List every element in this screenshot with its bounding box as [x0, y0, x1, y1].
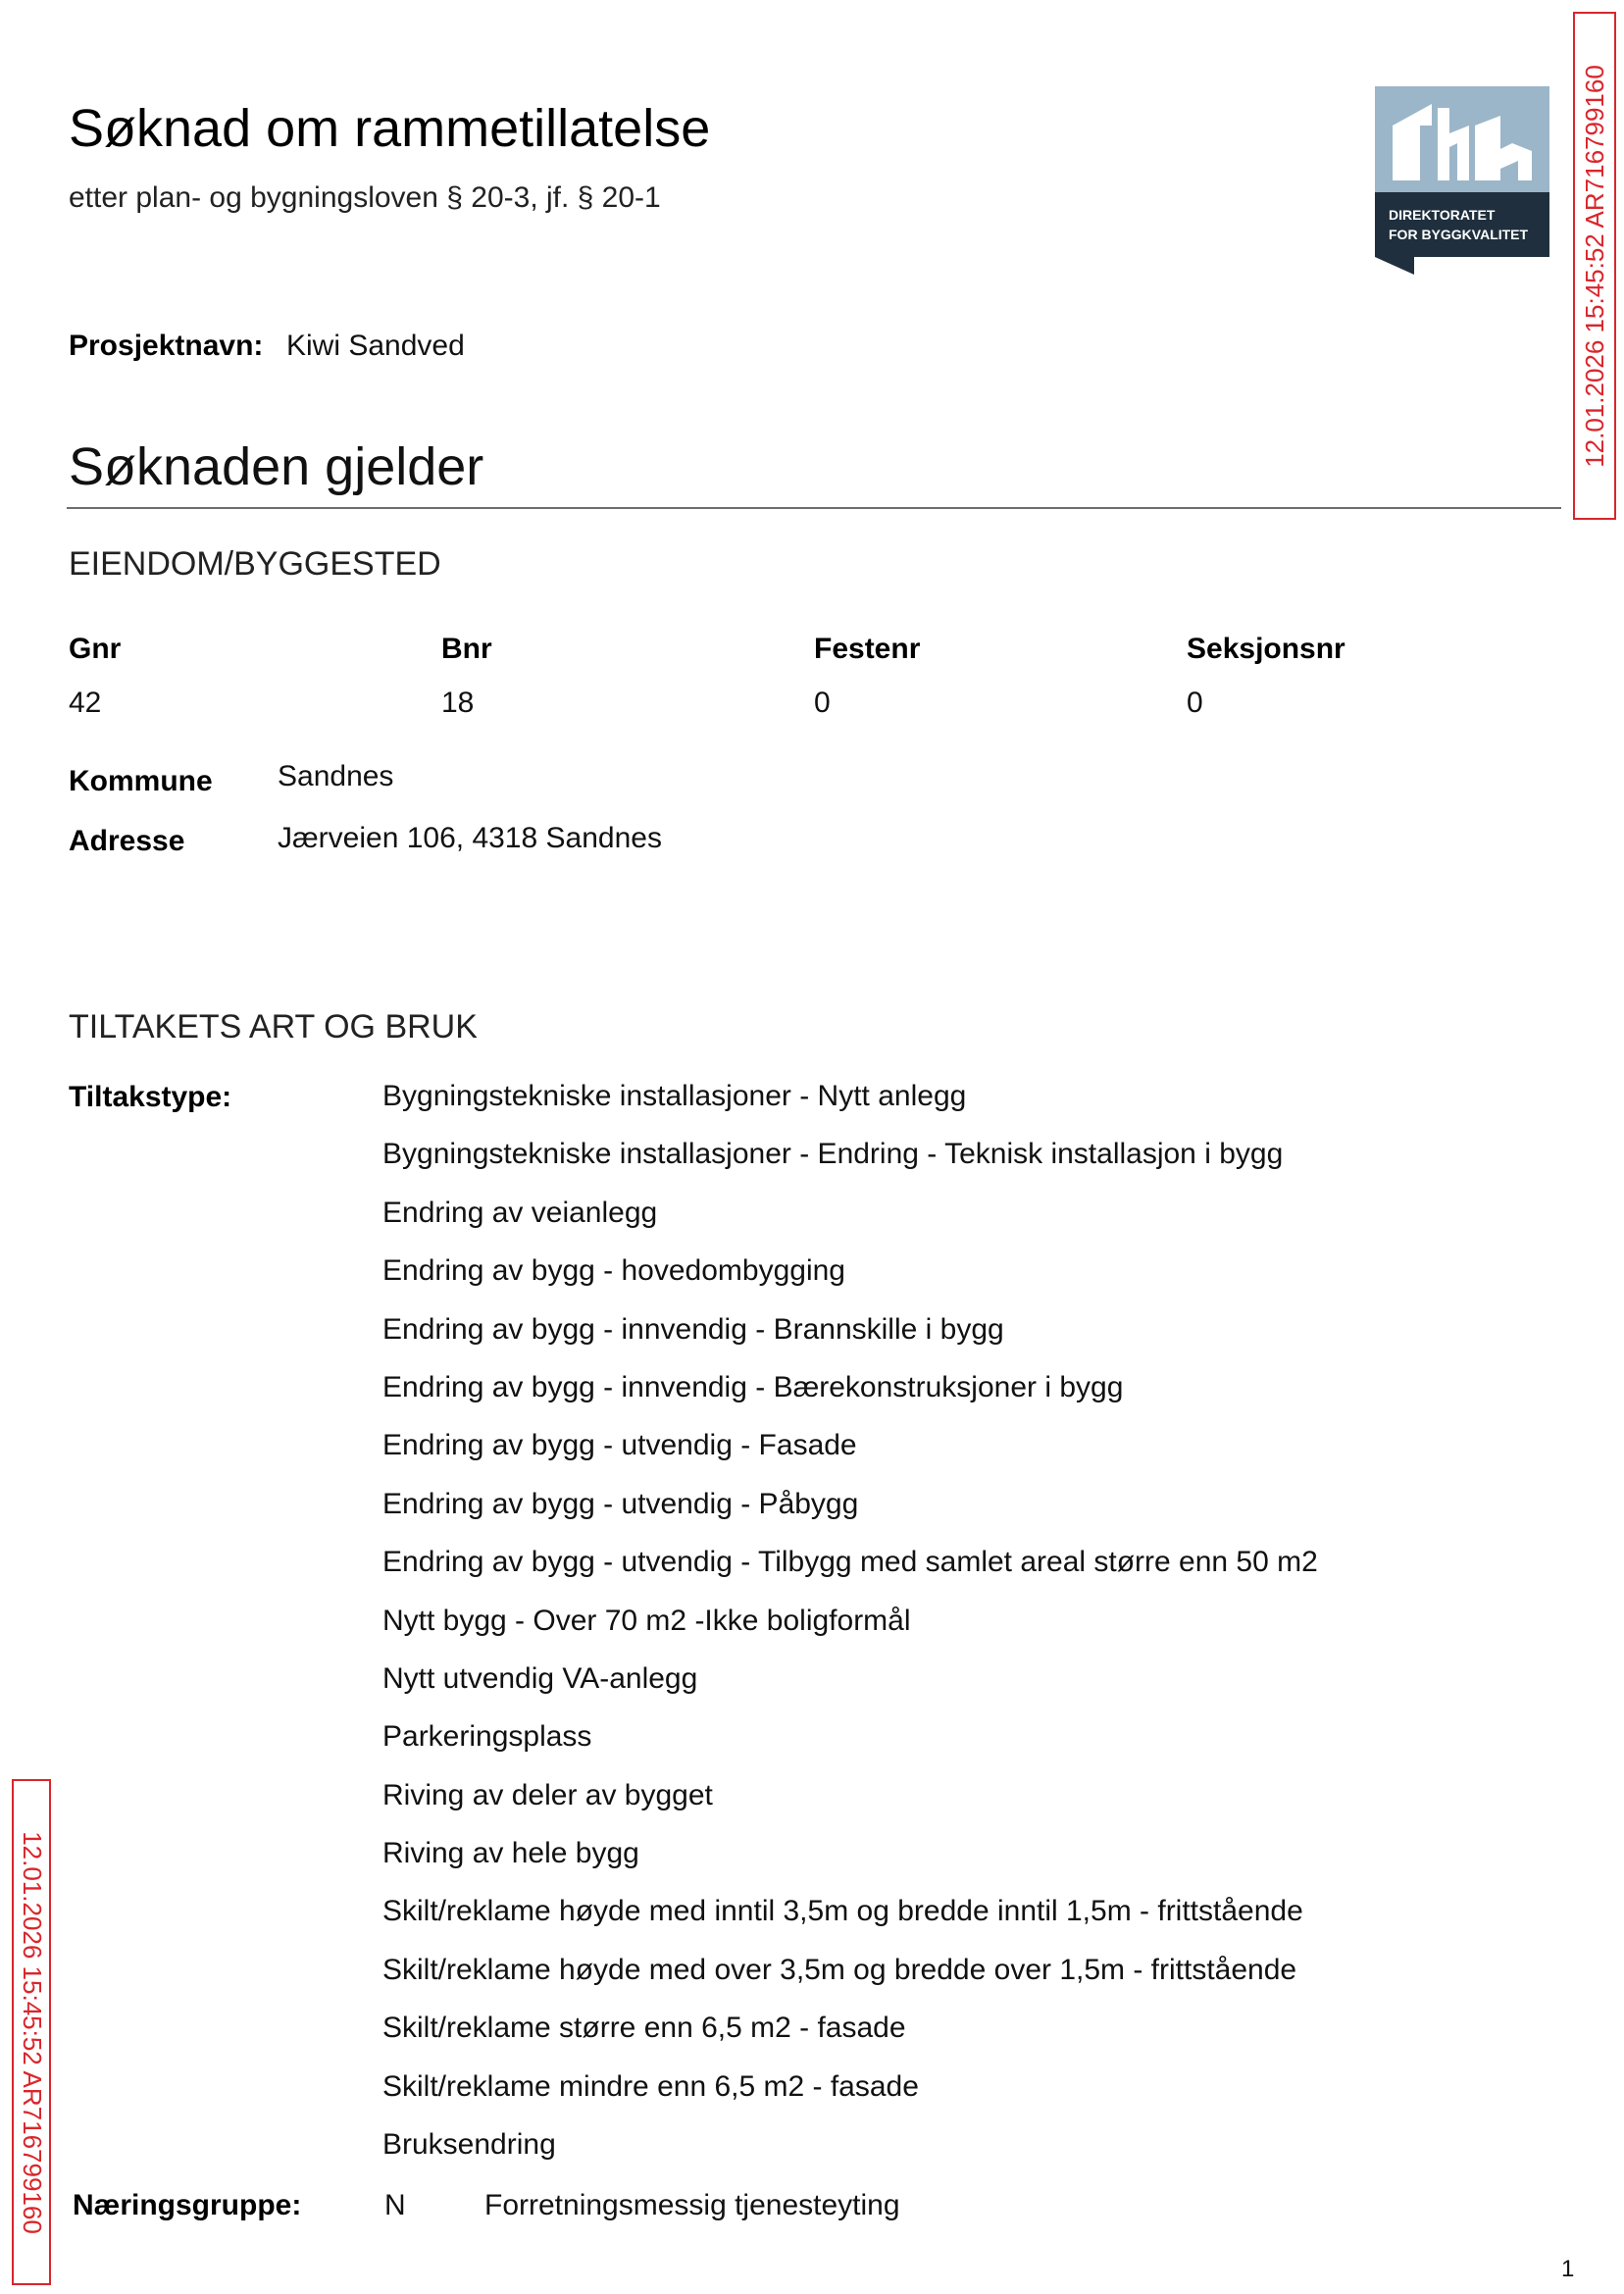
- list-item: Skilt/reklame høyde med inntil 3,5m og bredde inntil 1,5m - frittstående: [382, 1895, 1303, 1928]
- svg-text:FOR BYGGKVALITET: FOR BYGGKVALITET: [1389, 227, 1529, 242]
- kommune-value: Sandnes: [278, 760, 394, 792]
- bnr-label: Bnr: [441, 633, 492, 665]
- naeringsgruppe-label: Næringsgruppe:: [73, 2189, 302, 2221]
- dibk-logo: [1375, 86, 1549, 275]
- naeringsgruppe-code: N: [384, 2189, 406, 2221]
- project-name-value: Kiwi Sandved: [286, 330, 465, 362]
- list-item: Endring av bygg - utvendig - Fasade: [382, 1429, 857, 1462]
- adresse-label: Adresse: [69, 825, 185, 857]
- list-item: Bygningstekniske installasjoner - Nytt anlegg: [382, 1080, 967, 1112]
- page-number: 1: [1561, 2256, 1575, 2282]
- list-item: Endring av bygg - innvendig - Brannskille i bygg: [382, 1312, 1004, 1346]
- archive-stamp-left: 12.01.2026 15:45:52 AR716799160: [12, 1779, 51, 2285]
- archive-stamp-top: 12.01.2026 15:45:52 AR716799160: [1573, 12, 1616, 520]
- tiltakstype-list: [382, 1079, 1318, 2185]
- list-item: Skilt/reklame større enn 6,5 m2 - fasade: [382, 2012, 906, 2045]
- festenr-value: 0: [814, 687, 831, 719]
- section-heading: Søknaden gjelder: [69, 437, 484, 496]
- list-item: Bygningstekniske installasjoner - Endring - Teknisk installasjon i bygg: [382, 1138, 1284, 1171]
- svg-text:DIREKTORATET: DIREKTORATET: [1389, 207, 1496, 223]
- seksjonsnr-value: 0: [1187, 687, 1203, 719]
- list-item: Skilt/reklame høyde med over 3,5m og bredde over 1,5m - frittstående: [382, 1953, 1297, 1986]
- gnr-value: 42: [69, 687, 102, 719]
- list-item: Nytt bygg - Over 70 m2 -Ikke boligformål: [382, 1604, 911, 1637]
- seksjonsnr-label: Seksjonsnr: [1187, 633, 1345, 665]
- list-item: Riving av deler av bygget: [382, 1778, 713, 1811]
- list-item: Endring av bygg - innvendig - Bærekonstruksjoner i bygg: [382, 1370, 1124, 1403]
- adresse-value: Jærveien 106, 4318 Sandnes: [278, 822, 662, 854]
- tiltak-heading: TILTAKETS ART OG BRUK: [69, 1008, 478, 1045]
- kommune-label: Kommune: [69, 765, 213, 797]
- property-heading: EIENDOM/BYGGESTED: [69, 545, 441, 583]
- gnr-label: Gnr: [69, 633, 122, 665]
- bnr-value: 18: [441, 687, 475, 719]
- document-title: Søknad om rammetillatelse: [69, 99, 711, 158]
- list-item: Endring av bygg - utvendig - Tilbygg med samlet areal større enn 50 m2: [382, 1546, 1318, 1579]
- list-item: Nytt utvendig VA-anlegg: [382, 1661, 698, 1695]
- list-item: Endring av bygg - utvendig - Påbygg: [382, 1487, 859, 1520]
- section-divider: [67, 507, 1561, 509]
- list-item: Endring av veianlegg: [382, 1196, 658, 1229]
- naeringsgruppe-text: Forretningsmessig tjenesteyting: [484, 2189, 900, 2221]
- festenr-label: Festenr: [814, 633, 921, 665]
- list-item: Bruksendring: [382, 2128, 556, 2162]
- tiltakstype-label: Tiltakstype:: [69, 1081, 232, 1113]
- project-name-label: Prosjektnavn:: [69, 330, 264, 362]
- list-item: Parkeringsplass: [382, 1720, 592, 1754]
- list-item: Endring av bygg - hovedombygging: [382, 1254, 845, 1288]
- list-item: Riving av hele bygg: [382, 1837, 639, 1870]
- document-subtitle: etter plan- og bygningsloven § 20-3, jf. § 20-1: [69, 181, 661, 214]
- list-item: Skilt/reklame mindre enn 6,5 m2 - fasade: [382, 2069, 919, 2103]
